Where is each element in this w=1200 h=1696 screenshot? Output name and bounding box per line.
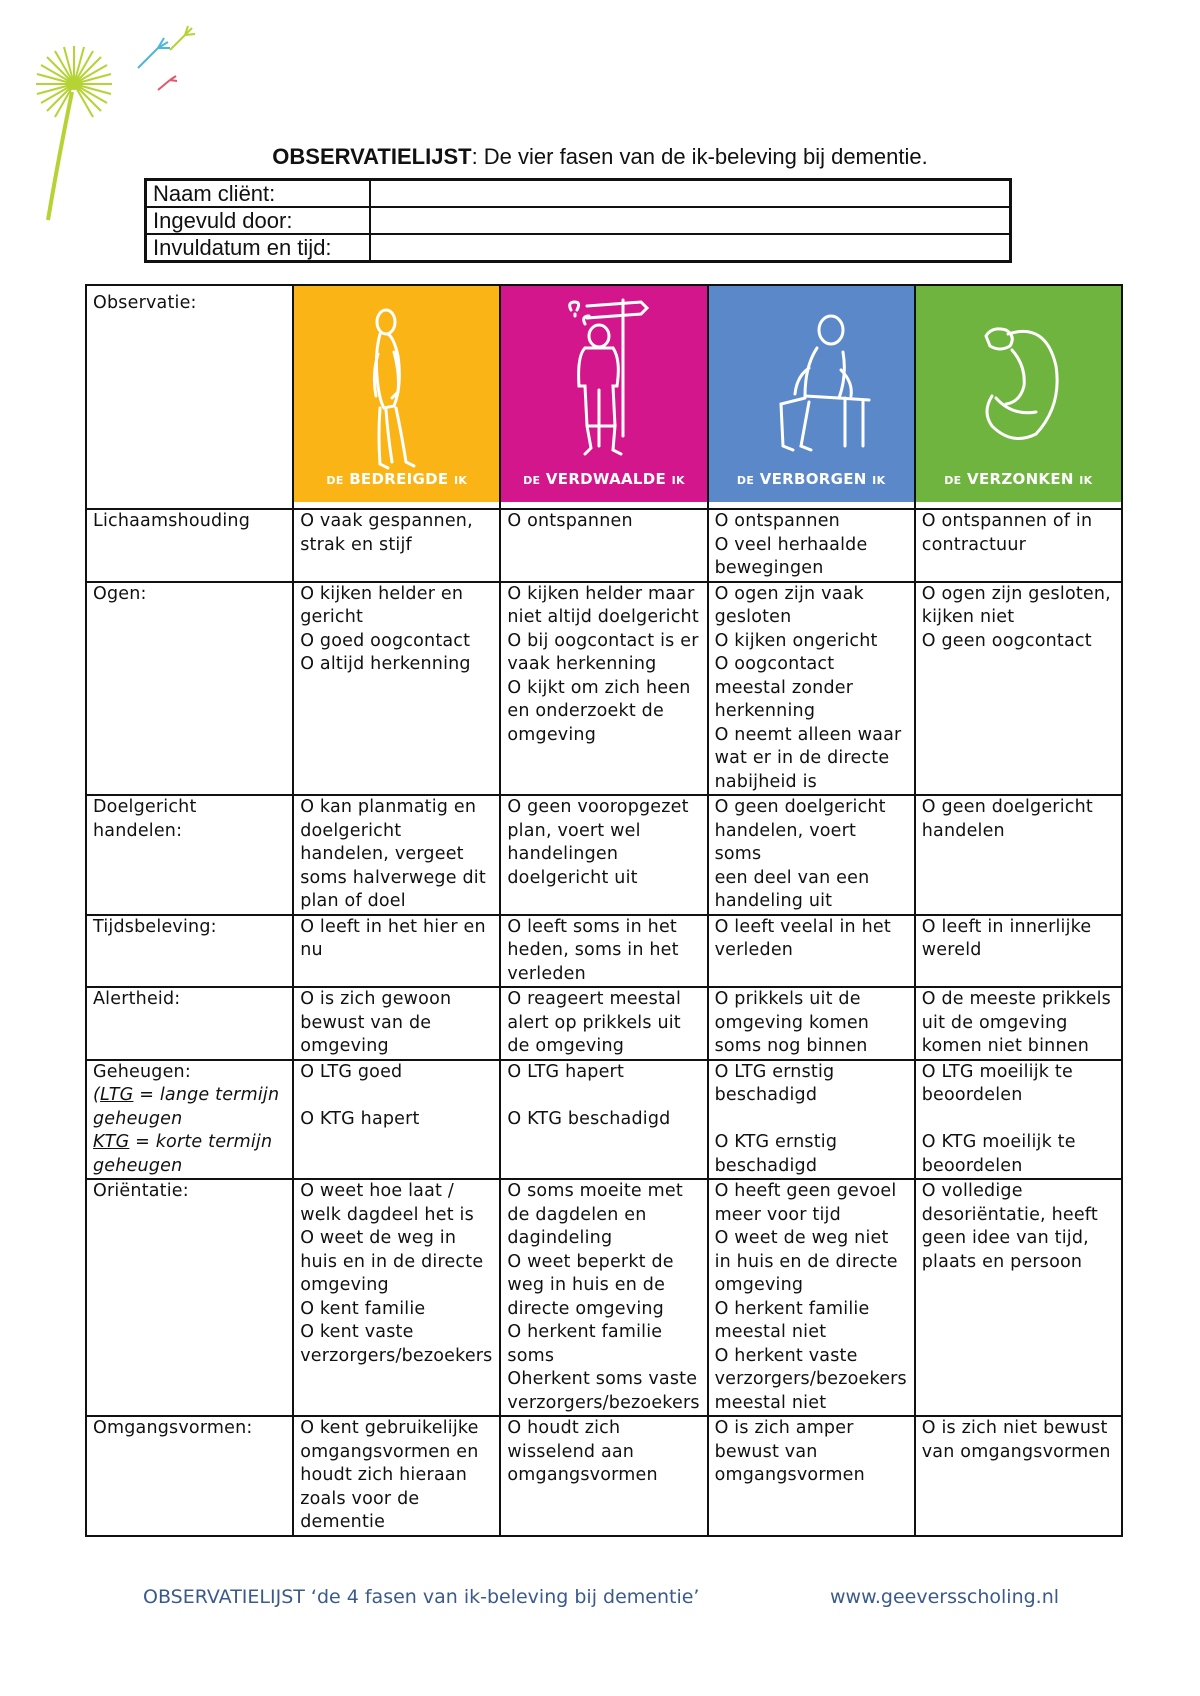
cell-verzonken: O is zich niet bewust van omgangsvormen	[915, 1416, 1122, 1536]
cell-bedreigde: O weet hoe laat / welk dagdeel het is O weet de weg in huis en in de directe omgeving O kent familie O kent vaste verzorgers/bezoekers	[293, 1179, 500, 1416]
cell-verzonken: O volledige desoriëntatie, heeft geen idee van tijd, plaats en persoon	[915, 1179, 1122, 1416]
row-alertheid	[86, 987, 1122, 1060]
client-row-name	[146, 180, 1011, 208]
observation-header-cell	[86, 285, 293, 509]
cell-bedreigde: O is zich gewoon bewust van de omgeving	[293, 987, 500, 1060]
phase-label-bedreigde: DE BEDREIGDE IK	[326, 469, 468, 488]
cell-verborgen: O geen doelgericht handelen, voert soms een deel van een handeling uit	[708, 795, 915, 915]
cell-verborgen: O prikkels uit de omgeving komen soms nog binnen	[708, 987, 915, 1060]
date-time-label: Invuldatum en tijd:	[146, 234, 371, 262]
row-ogen	[86, 582, 1122, 796]
row-orientatie	[86, 1179, 1122, 1416]
client-name-field[interactable]	[370, 180, 1011, 208]
cell-verdwaalde: O reageert meestal alert op prikkels uit de omgeving	[500, 987, 707, 1060]
cell-verdwaalde: O LTG hapert O KTG beschadigd	[500, 1060, 707, 1180]
row-label: Alertheid:	[86, 987, 293, 1060]
cell-bedreigde: O leeft in het hier en nu	[293, 915, 500, 988]
phase-bedreigde	[293, 285, 500, 509]
cell-verborgen: O ogen zijn vaak gesloten O kijken ongericht O oogcontact meestal zonder herkenning O neemt alleen waar wat er in de directe nabijheid is	[708, 582, 915, 796]
cell-verdwaalde: O houdt zich wisselend aan omgangsvormen	[500, 1416, 707, 1536]
row-label: Doelgericht handelen:	[86, 795, 293, 915]
client-row-filled-by	[146, 207, 1011, 234]
client-info-table	[144, 178, 1012, 263]
cell-verborgen: O leeft veelal in het verleden	[708, 915, 915, 988]
filled-by-label: Ingevuld door:	[146, 207, 371, 234]
row-lichaamshouding	[86, 509, 1122, 582]
cell-verborgen: O ontspannen O veel herhaalde bewegingen	[708, 509, 915, 582]
cell-verzonken: O leeft in innerlijke wereld	[915, 915, 1122, 988]
cell-verdwaalde: O leeft soms in het heden, soms in het verleden	[500, 915, 707, 988]
cell-verborgen: O is zich amper bewust van omgangsvormen	[708, 1416, 915, 1536]
date-time-field[interactable]	[370, 234, 1011, 262]
phase-label-verdwaalde: DE VERDWAALDE IK	[523, 469, 685, 488]
phase-panel-verborgen	[709, 286, 914, 502]
row-label: Omgangsvormen:	[86, 1416, 293, 1536]
cell-verdwaalde: O soms moeite met de dagdelen en dagindeling O weet beperkt de weg in huis en de directe omgeving O herkent familie soms Oherkent soms vaste verzorgers/bezoekers	[500, 1179, 707, 1416]
cell-verdwaalde: O ontspannen	[500, 509, 707, 582]
cell-verdwaalde: O kijken helder maar niet altijd doelgericht O bij oogcontact is er vaak herkenning O kijkt om zich heen en onderzoekt de omgeving	[500, 582, 707, 796]
cell-verborgen: O heeft geen gevoel meer voor tijd O weet de weg niet in huis en de directe omgeving O herkent familie meestal niet O herkent vaste verzorgers/bezoekers meestal niet	[708, 1179, 915, 1416]
client-name-label: Naam cliënt:	[146, 180, 371, 208]
cell-verborgen: O LTG ernstig beschadigd O KTG ernstig beschadigd	[708, 1060, 915, 1180]
phase-verdwaalde	[500, 285, 707, 509]
page-title: OBSERVATIELIJST: De vier fasen van de ik-beleving bij dementie.	[272, 144, 928, 169]
row-tijdsbeleving	[86, 915, 1122, 988]
client-row-date	[146, 234, 1011, 262]
row-doelgericht-handelen	[86, 795, 1122, 915]
row-label: Oriëntatie:	[86, 1179, 293, 1416]
footer-url-link[interactable]: www.geeversscholing.nl	[830, 1586, 1060, 1608]
cell-verzonken: O de meeste prikkels uit de omgeving komen niet binnen	[915, 987, 1122, 1060]
row-label: Lichaamshouding	[86, 509, 293, 582]
phase-panel-verzonken	[916, 286, 1121, 502]
cell-bedreigde: O kijken helder en gericht O goed oogcontact O altijd herkenning	[293, 582, 500, 796]
row-label: Ogen:	[86, 582, 293, 796]
footer-text: OBSERVATIELIJST ‘de 4 fasen van ik-beleving bij dementie’	[143, 1586, 700, 1608]
row-label: Tijdsbeleving:	[86, 915, 293, 988]
cell-verzonken: O LTG moeilijk te beoordelen O KTG moeilijk te beoordelen	[915, 1060, 1122, 1180]
phase-header-row	[86, 285, 1122, 509]
cell-verzonken: O ogen zijn gesloten, kijken niet O geen oogcontact	[915, 582, 1122, 796]
cell-verdwaalde: O geen vooropgezet plan, voert wel handelingen doelgericht uit	[500, 795, 707, 915]
cell-bedreigde: O vaak gespannen, strak en stijf	[293, 509, 500, 582]
cell-bedreigde: O kent gebruikelijke omgangsvormen en houdt zich hieraan zoals voor de dementie	[293, 1416, 500, 1536]
cell-verzonken: O ontspannen of in contractuur	[915, 509, 1122, 582]
phase-label-verborgen: DE VERBORGEN IK	[736, 469, 886, 488]
phase-panel-bedreigde	[294, 286, 499, 502]
phase-verzonken	[915, 285, 1122, 509]
cell-verzonken: O geen doelgericht handelen	[915, 795, 1122, 915]
row-label: Geheugen: (LTG = lange termijn geheugen KTG = korte termijn geheugen	[86, 1060, 293, 1180]
cell-bedreigde: O LTG goed O KTG hapert	[293, 1060, 500, 1180]
row-omgangsvormen	[86, 1416, 1122, 1536]
observation-table	[85, 284, 1123, 1537]
row-geheugen	[86, 1060, 1122, 1180]
phase-label-verzonken: DE VERZONKEN IK	[944, 469, 1093, 488]
observation-label: Observatie:	[93, 293, 197, 313]
phase-verborgen	[708, 285, 915, 509]
cell-bedreigde: O kan planmatig en doelgericht handelen, vergeet soms halverwege dit plan of doel	[293, 795, 500, 915]
filled-by-field[interactable]	[370, 207, 1011, 234]
phase-panel-verdwaalde	[501, 286, 706, 502]
